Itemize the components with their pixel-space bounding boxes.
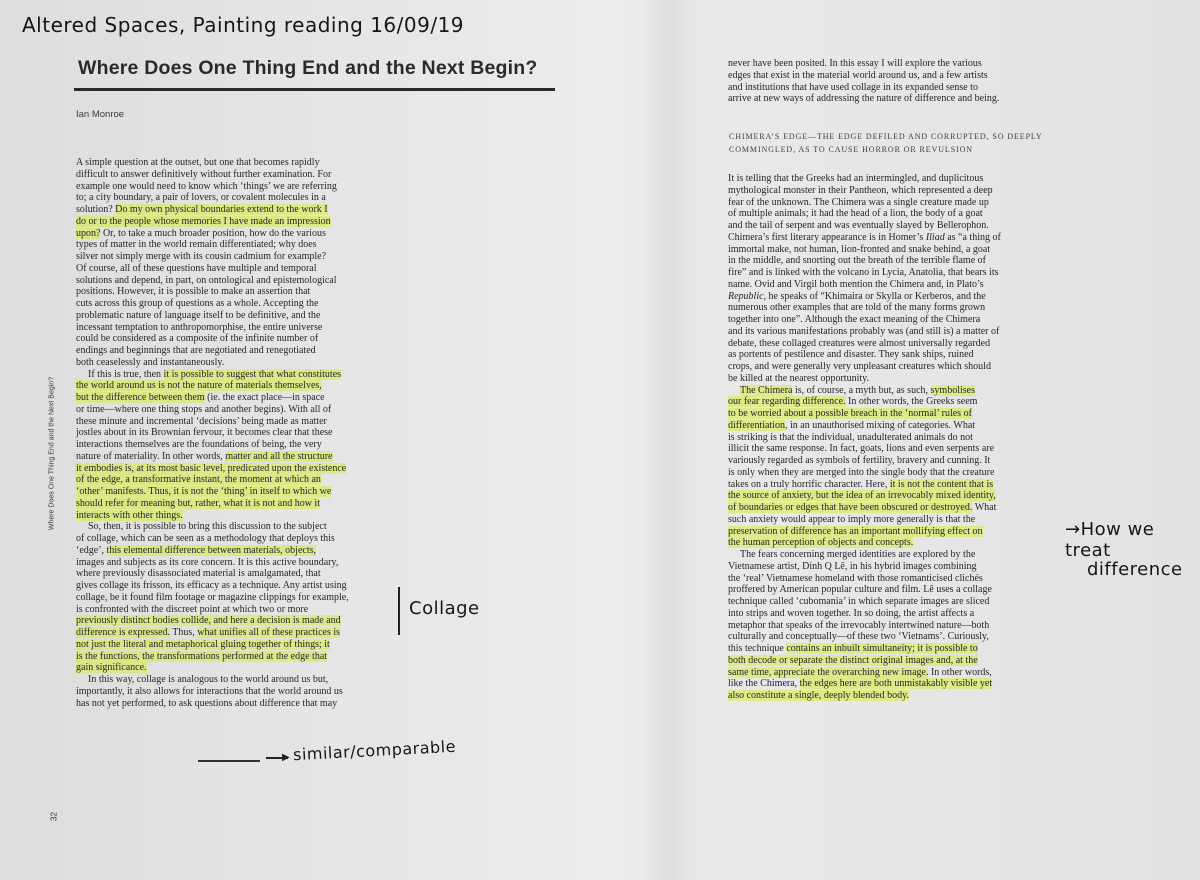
article-title: Where Does One Thing End and the Next Begin? <box>78 57 538 79</box>
text-line: and its various manifestations probably was (and still is) a matter of <box>728 325 1000 337</box>
title-rule <box>74 88 555 91</box>
text-line: interactions themselves are the foundations of being, the very <box>76 439 322 450</box>
text-line: of collage, which can be seen as a methodology that deploys this <box>76 533 335 544</box>
margin-bracket <box>398 587 400 635</box>
text-line <box>728 667 1073 679</box>
text-span: takes on a truly horrific character. Here, <box>728 478 890 490</box>
text-line <box>76 204 426 216</box>
text-line <box>76 451 426 463</box>
text-line <box>76 510 426 522</box>
italic-title: Iliad <box>925 231 945 243</box>
highlighted-text: same time, appreciate the overarching new image. <box>728 666 929 678</box>
highlighted-text: the human perception of objects and concepts. <box>728 537 914 549</box>
text-span: , he speaks of “Khimaira or Skylla or Kerberos, and the <box>763 290 986 302</box>
italic-title: Republic <box>728 290 764 302</box>
highlighted-text: it is possible to suggest that what constitutes <box>163 368 342 380</box>
text-line: collage, be it found film footage or magazine clippings for example, <box>76 591 349 603</box>
text-line: or time—where one thing stops and another begins). With all of <box>76 403 332 415</box>
text-span: In other words, the Greeks seem <box>845 396 978 408</box>
text-line: technique called ‘cubomania’ in which separate images are sliced <box>728 596 990 607</box>
text-line <box>76 639 426 651</box>
text-line: incessant temptation to anthropomorphise, the entire universe <box>76 321 323 333</box>
highlighted-text: also constitute a single, deeply blended body. <box>728 690 909 701</box>
text-line: and institutions that have used collage in its expanded sense to <box>728 81 978 93</box>
highlighted-text: do or to the people whose memories I have made an impression <box>76 215 331 227</box>
text-line <box>728 502 1073 514</box>
highlighted-text: our fear regarding difference. <box>728 396 846 408</box>
text-line: is confronted with the discreet point at which two or more <box>76 603 309 615</box>
text-line: is striking is that the individual, unadulterated animals do not <box>728 431 973 443</box>
text-line: The fears concerning merged identities are explored by the <box>740 549 976 560</box>
text-line <box>76 662 426 674</box>
highlighted-text: of boundaries or edges that have been obscured or destroyed. <box>728 502 973 513</box>
text-line <box>76 498 426 510</box>
text-line: the ‘real’ Vietnamese homeland with those romanticised clichés <box>728 572 983 584</box>
section-heading-line: CHIMERA’S EDGE—THE EDGE DEFILED AND CORRUPTED, SO DEEPLY <box>729 132 1043 141</box>
text-line: gives collage its frisson, its efficacy as a technique. Any artist using <box>76 580 347 591</box>
text-line <box>76 615 426 627</box>
text-line: fear of the unknown. The Chimera was a single creature made up <box>728 196 989 208</box>
highlighted-text: what unifies all of these practices is <box>197 627 341 638</box>
text-line: could be considered as a composite of the infinite number of <box>76 333 319 345</box>
highlighted-text: preservation of difference has an important mollifying effect on <box>728 525 983 537</box>
text-line: immortal make, not human, lion-fronted and snake behind, a goat <box>728 243 991 255</box>
text-line <box>76 463 426 475</box>
highlighted-text: differentiation <box>728 419 786 431</box>
text-line: edges that exist in the material world around us, and a few artists <box>728 69 988 81</box>
text-span: ‘edge’, <box>76 544 107 556</box>
text-line: A simple question at the outset, but one that becomes rapidly <box>76 157 320 168</box>
text-line: silver not simply merge with its cousin cadmium for example? <box>76 251 327 262</box>
page-number: 32 <box>49 812 59 821</box>
handwritten-similar-note: similar/comparable <box>292 736 457 765</box>
text-line: types of matter in the world remain differentiated; why does <box>76 239 317 251</box>
text-span: If this is true, then <box>88 368 164 380</box>
text-line <box>728 396 1073 408</box>
text-span: In other words, <box>928 666 992 678</box>
text-line: So, then, it is possible to bring this discussion to the subject <box>88 521 327 533</box>
text-line <box>728 408 1073 420</box>
right-column-text <box>728 173 1073 702</box>
text-line: to; a city boundary, a pair of lovers, or covalent molecules in a <box>76 192 326 204</box>
text-span: name. <box>728 278 753 290</box>
text-line <box>76 392 426 404</box>
text-line <box>728 420 1073 432</box>
text-span: , in an unauthorised mixing of categories. What <box>785 419 976 431</box>
text-line <box>728 655 1073 667</box>
text-line: numerous other examples that are told of the many forms grown <box>728 302 986 314</box>
text-line <box>76 627 426 639</box>
text-line: is only when they are merged into the single body that the creature <box>728 466 995 478</box>
highlighted-text: not just the literal and metaphorical gluing together of things; it <box>76 638 330 650</box>
text-line: of multiple animals; it had the head of a lion, the body of a goat <box>728 208 983 220</box>
text-span: like the Chimera, <box>728 678 800 690</box>
text-line: fire” and is linked with the volcano in Lycia, Anatolia, that bears its <box>728 267 999 278</box>
highlighted-text: Do my own physical boundaries extend to the work I <box>115 204 328 215</box>
text-line <box>76 486 426 498</box>
text-line <box>728 291 1073 303</box>
text-span: Chimera’s first literary appearance is in Homer’s <box>728 231 926 243</box>
highlighted-text: this elemental difference between materials, objects, <box>106 544 316 556</box>
text-line <box>76 686 426 698</box>
text-span: to the world around us but, <box>217 674 329 685</box>
text-line <box>728 526 1073 538</box>
text-line: into strips and woven together. In so doing, the artist affects a <box>728 607 975 619</box>
text-line <box>76 698 426 710</box>
text-line <box>728 690 1073 702</box>
highlighted-text: the source of anxiety, but the idea of an irrevocably mixed identity, <box>728 490 996 502</box>
text-span: Or, to take a much broader position, how do the various <box>100 227 326 239</box>
right-column-intro <box>728 58 1073 105</box>
text-line: cuts across this group of questions as a whole. Accepting the <box>76 298 319 309</box>
text-span: together into one”. <box>728 314 803 325</box>
text-line: illicit the same response. In fact, goats, lions and even serpents are <box>728 443 995 455</box>
text-line <box>76 228 426 240</box>
text-span: solution? <box>76 204 116 215</box>
running-head: Where Does One Thing End and the Next Begin? <box>48 376 56 531</box>
text-line <box>728 232 1073 244</box>
text-line: in the middle, and snorting out the breath of the terrible flame of <box>728 255 986 267</box>
author-name: Ian Monroe <box>76 109 125 120</box>
highlighted-text: the edges here are both unmistakably visible yet <box>799 678 993 690</box>
text-line <box>76 674 426 686</box>
text-line: as portents of pestilence and disaster. They sank ships, ruined <box>728 349 974 361</box>
text-span: has not yet performed, to <box>76 697 179 709</box>
text-line <box>728 678 1073 690</box>
text-line: example one would need to know which ‘things’ we are referring <box>76 180 337 192</box>
highlighted-text: contains an inbuilt simultaneity; it is possible to <box>786 643 978 654</box>
handwritten-header-note: Altered Spaces, Painting reading 16/09/19 <box>22 13 465 37</box>
text-line <box>728 643 1073 655</box>
text-line: mythological monster in their Pantheon, which represented a deep <box>728 184 993 196</box>
highlighted-text: to be worried about a possible breach in the ‘normal’ rules of <box>728 408 972 419</box>
arrow-right-icon: ▶ <box>282 752 290 763</box>
text-line: Vietnamese artist, Dinh Q Lê, in his hybrid images combining <box>728 560 977 572</box>
text-line <box>76 216 426 228</box>
section-heading-line: COMMINGLED, AS TO CAUSE HORROR OR REVULSION <box>729 145 973 154</box>
highlighted-text: symbolises <box>930 384 975 396</box>
highlighted-text: it embodies is, at its most basic level, predicated upon the existence <box>76 462 347 474</box>
text-line: It is telling that the Greeks had an intermingled, and duplicitous <box>728 173 984 184</box>
text-line <box>76 545 426 557</box>
text-span: nature of materiality. In other words, <box>76 450 226 462</box>
highlighted-text: difference is expressed. <box>76 627 170 638</box>
handwritten-difference-line-2: difference <box>1087 559 1183 580</box>
text-line: positions. However, it is possible to make an assertion that <box>76 286 311 298</box>
highlighted-text: ‘other’ manifests. Thus, it is not the ‘thing’ in itself to which we <box>76 486 332 497</box>
highlighted-text: is the functions, the transformations performed at the edge that <box>76 650 328 662</box>
text-line <box>728 314 1073 326</box>
text-line <box>728 279 1073 291</box>
text-span: is, of course, a myth but, as such, <box>792 384 931 396</box>
text-line: these minute and incremental ‘decisions’ being made as matter <box>76 415 327 427</box>
text-span: importantly, it also <box>76 685 154 697</box>
text-line <box>76 651 426 663</box>
text-line: difficult to answer definitively without further examination. For <box>76 168 332 180</box>
text-span: (ie. the exact place—in space <box>204 392 325 403</box>
text-line: arrive at new ways of addressing the nature of difference and being. <box>728 93 1000 105</box>
highlighted-text: but the difference between them <box>76 392 205 403</box>
text-line: such anxiety would appear to imply more generally is that the <box>728 513 976 525</box>
text-line: images and subjects as its core concern. It is this active boundary, <box>76 556 339 568</box>
highlighted-text: previously distinct bodies collide, and here a decision is made and <box>76 615 341 627</box>
text-span: Although the exact meaning of the Chimera <box>802 314 981 325</box>
text-line: variously regarded as symbols of fertility, bravery and cunning. It <box>728 455 991 466</box>
text-line <box>76 380 426 392</box>
underlined-word: analogous <box>177 674 218 685</box>
handwritten-difference-line-1: How we treat <box>1065 519 1155 561</box>
text-line: jostles about in its Brownian fervour, it becomes clear that these <box>76 427 333 439</box>
highlighted-text: the world around us is not the nature of materials themselves, <box>76 380 322 392</box>
text-line: Of course, all of these questions have multiple and temporal <box>76 262 317 274</box>
text-span: as “a thing of <box>944 231 1001 243</box>
highlighted-text: The Chimera <box>740 384 793 396</box>
underlined-text: allows for interactions that the world around us <box>153 685 343 697</box>
highlighted-text: upon? <box>76 227 101 239</box>
text-line: crops, and were generally very unpleasant creatures which should <box>728 361 991 372</box>
text-line <box>76 474 426 486</box>
highlighted-text: both decode or separate the distinct original images and, at the <box>728 654 978 666</box>
text-line: debate, these collaged creatures were almost universally regarded <box>728 337 991 349</box>
text-line: proffered by American popular culture and film. Lê uses a collage <box>728 584 992 596</box>
pen-arrow-icon: → <box>1065 519 1081 540</box>
text-line: be killed at the nearest opportunity. <box>728 372 869 384</box>
text-span: What <box>972 502 997 513</box>
highlighted-text: gain significance. <box>76 662 147 674</box>
text-span: Ovid and Virgil both mention the Chimera and, in Plato’s <box>752 278 984 290</box>
text-span: In this way, collage is <box>88 674 178 685</box>
highlighted-text: interacts with other things. <box>76 509 183 521</box>
text-span: this technique <box>728 643 787 654</box>
left-column-text <box>76 157 426 709</box>
text-line: where previously disassociated material is amalgamated, that <box>76 568 321 580</box>
section-heading <box>729 130 1074 156</box>
handwritten-difference-note <box>1065 519 1200 582</box>
text-span: Thus, <box>169 627 198 638</box>
book-gutter <box>640 0 700 880</box>
text-line: and the tail of serpent and was eventually slayed by Bellerophon. <box>728 220 989 231</box>
pen-underline <box>198 760 260 762</box>
highlighted-text: it is not the content that is <box>889 478 994 490</box>
text-line: solutions and depend, in part, on ontological and epistemological <box>76 274 337 286</box>
text-line: both ceaselessly and instantaneously. <box>76 356 225 368</box>
text-line: culturally and conceptually—of these two ‘Vietnams’. Curiously, <box>728 631 989 643</box>
highlighted-text: should refer for meaning but, rather, what it is not and how it <box>76 497 320 509</box>
text-line <box>728 385 1073 397</box>
highlighted-text: matter and all the structure <box>225 450 333 462</box>
text-line: never have been posited. In this essay I will explore the various <box>728 58 982 69</box>
text-line: problematic nature of language itself to be definitive, and the <box>76 309 321 321</box>
text-line: metaphor that speaks of the irrevocably intertwined nature—both <box>728 619 990 631</box>
underlined-text: ask questions about difference that may <box>178 697 338 709</box>
text-line <box>728 490 1073 502</box>
handwritten-collage-note: Collage <box>409 598 480 619</box>
highlighted-text: of the edge, a transformative instant, the moment at which an <box>76 474 321 486</box>
text-line <box>728 479 1073 491</box>
text-line <box>76 369 426 381</box>
text-line <box>728 537 1073 549</box>
text-line: endings and beginnings that are negotiated and renegotiated <box>76 345 316 356</box>
